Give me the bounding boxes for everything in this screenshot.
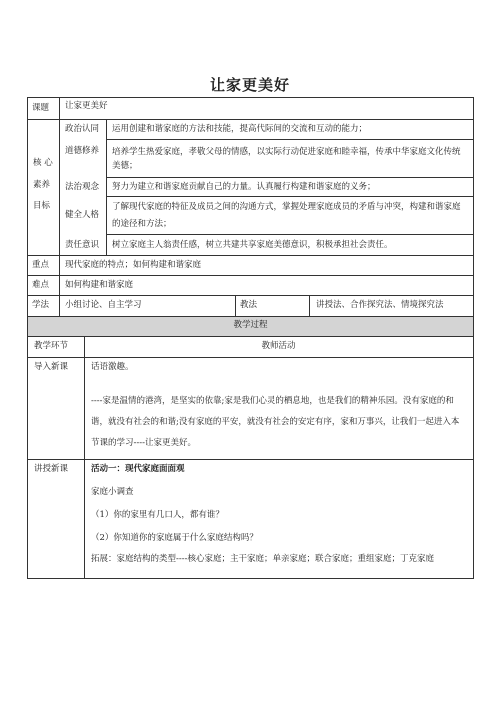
study-method-label: 学法 xyxy=(32,300,50,310)
teach-method-value: 讲授法、合作探究法、情境探究法 xyxy=(316,300,444,310)
goal-text-personality: 了解现代家庭的特征及成员之间的沟通方式，掌握处理家庭成员的矛盾与冲突，构建和谐家庭的途径和方法； xyxy=(112,202,461,229)
key-points-label: 重点 xyxy=(32,260,50,270)
intro-paragraph: ----家是温情的港湾，是坚实的依靠;家是我们心灵的栖息地，也是我们的精神乐园。没有家庭的和谐，就没有社会的和谐;没有家庭的平安，就没有社会的安定有序，家和万事兴，让我们一起进入本节课的学习----让家更美好。 xyxy=(91,396,460,448)
intro-line: 话语激趣。 xyxy=(91,362,134,372)
activity-column-header: 教师活动 xyxy=(261,341,296,351)
goal-name-responsibility: 责任意识 xyxy=(65,240,100,250)
goal-name-personality: 健全人格 xyxy=(65,210,100,220)
question-one: （1）你的家里有几口人，都有谁？ xyxy=(91,510,224,520)
lesson-plan-table xyxy=(27,97,474,579)
topic-value: 让家更美好 xyxy=(65,101,108,111)
difficult-points-label: 难点 xyxy=(32,280,50,290)
page-title: 让家更美好 xyxy=(209,76,290,94)
goal-text-moral: 培养学生热爱家庭，孝敬父母的情感，以实际行动促进家庭和睦幸福，传承中华家庭文化传统美德； xyxy=(112,147,461,171)
topic-label: 课题 xyxy=(32,103,50,113)
study-method-value: 小组讨论、自主学习 xyxy=(65,300,142,310)
goal-name-moral: 道德修养 xyxy=(65,146,100,156)
goals-label-line3: 目标 xyxy=(33,201,51,211)
goal-name-law: 法治观念 xyxy=(65,182,100,192)
question-two: （2）你知道你的家庭属于什么家庭结构吗？ xyxy=(91,533,258,543)
extension-text: 拓展：家庭结构的类型----核心家庭；主干家庭；单亲家庭；联合家庭；重组家庭；丁克家庭 xyxy=(91,554,434,564)
goals-label-line1: 核 心 xyxy=(33,158,53,168)
survey-title: 家庭小调查 xyxy=(91,487,134,497)
goals-label-line2: 素养 xyxy=(33,180,51,190)
goal-text-responsibility: 树立家庭主人翁责任感，树立共建共享家庭美德意识，积极承担社会责任。 xyxy=(112,240,393,250)
intro-stage-label: 导入新课 xyxy=(34,362,69,372)
goal-text-law: 努力为建立和谐家庭贡献自己的力量。认真履行构建和谐家庭的义务； xyxy=(112,182,376,192)
key-points-value: 现代家庭的特点；如何构建和谐家庭 xyxy=(65,260,202,270)
goal-text-political: 运用创建和谐家庭的方法和技能，提高代际间的交流和互动的能力； xyxy=(112,124,368,134)
teach-method-label: 教法 xyxy=(240,300,258,310)
stage-column-header: 教学环节 xyxy=(34,341,69,351)
difficult-points-value: 如何构建和谐家庭 xyxy=(65,280,134,290)
process-header: 教学过程 xyxy=(233,320,268,330)
lecture-stage-label: 讲授新课 xyxy=(34,464,69,474)
activity-one-title: 活动一：现代家庭面面观 xyxy=(91,464,185,474)
goal-name-political: 政治认同 xyxy=(65,124,100,134)
